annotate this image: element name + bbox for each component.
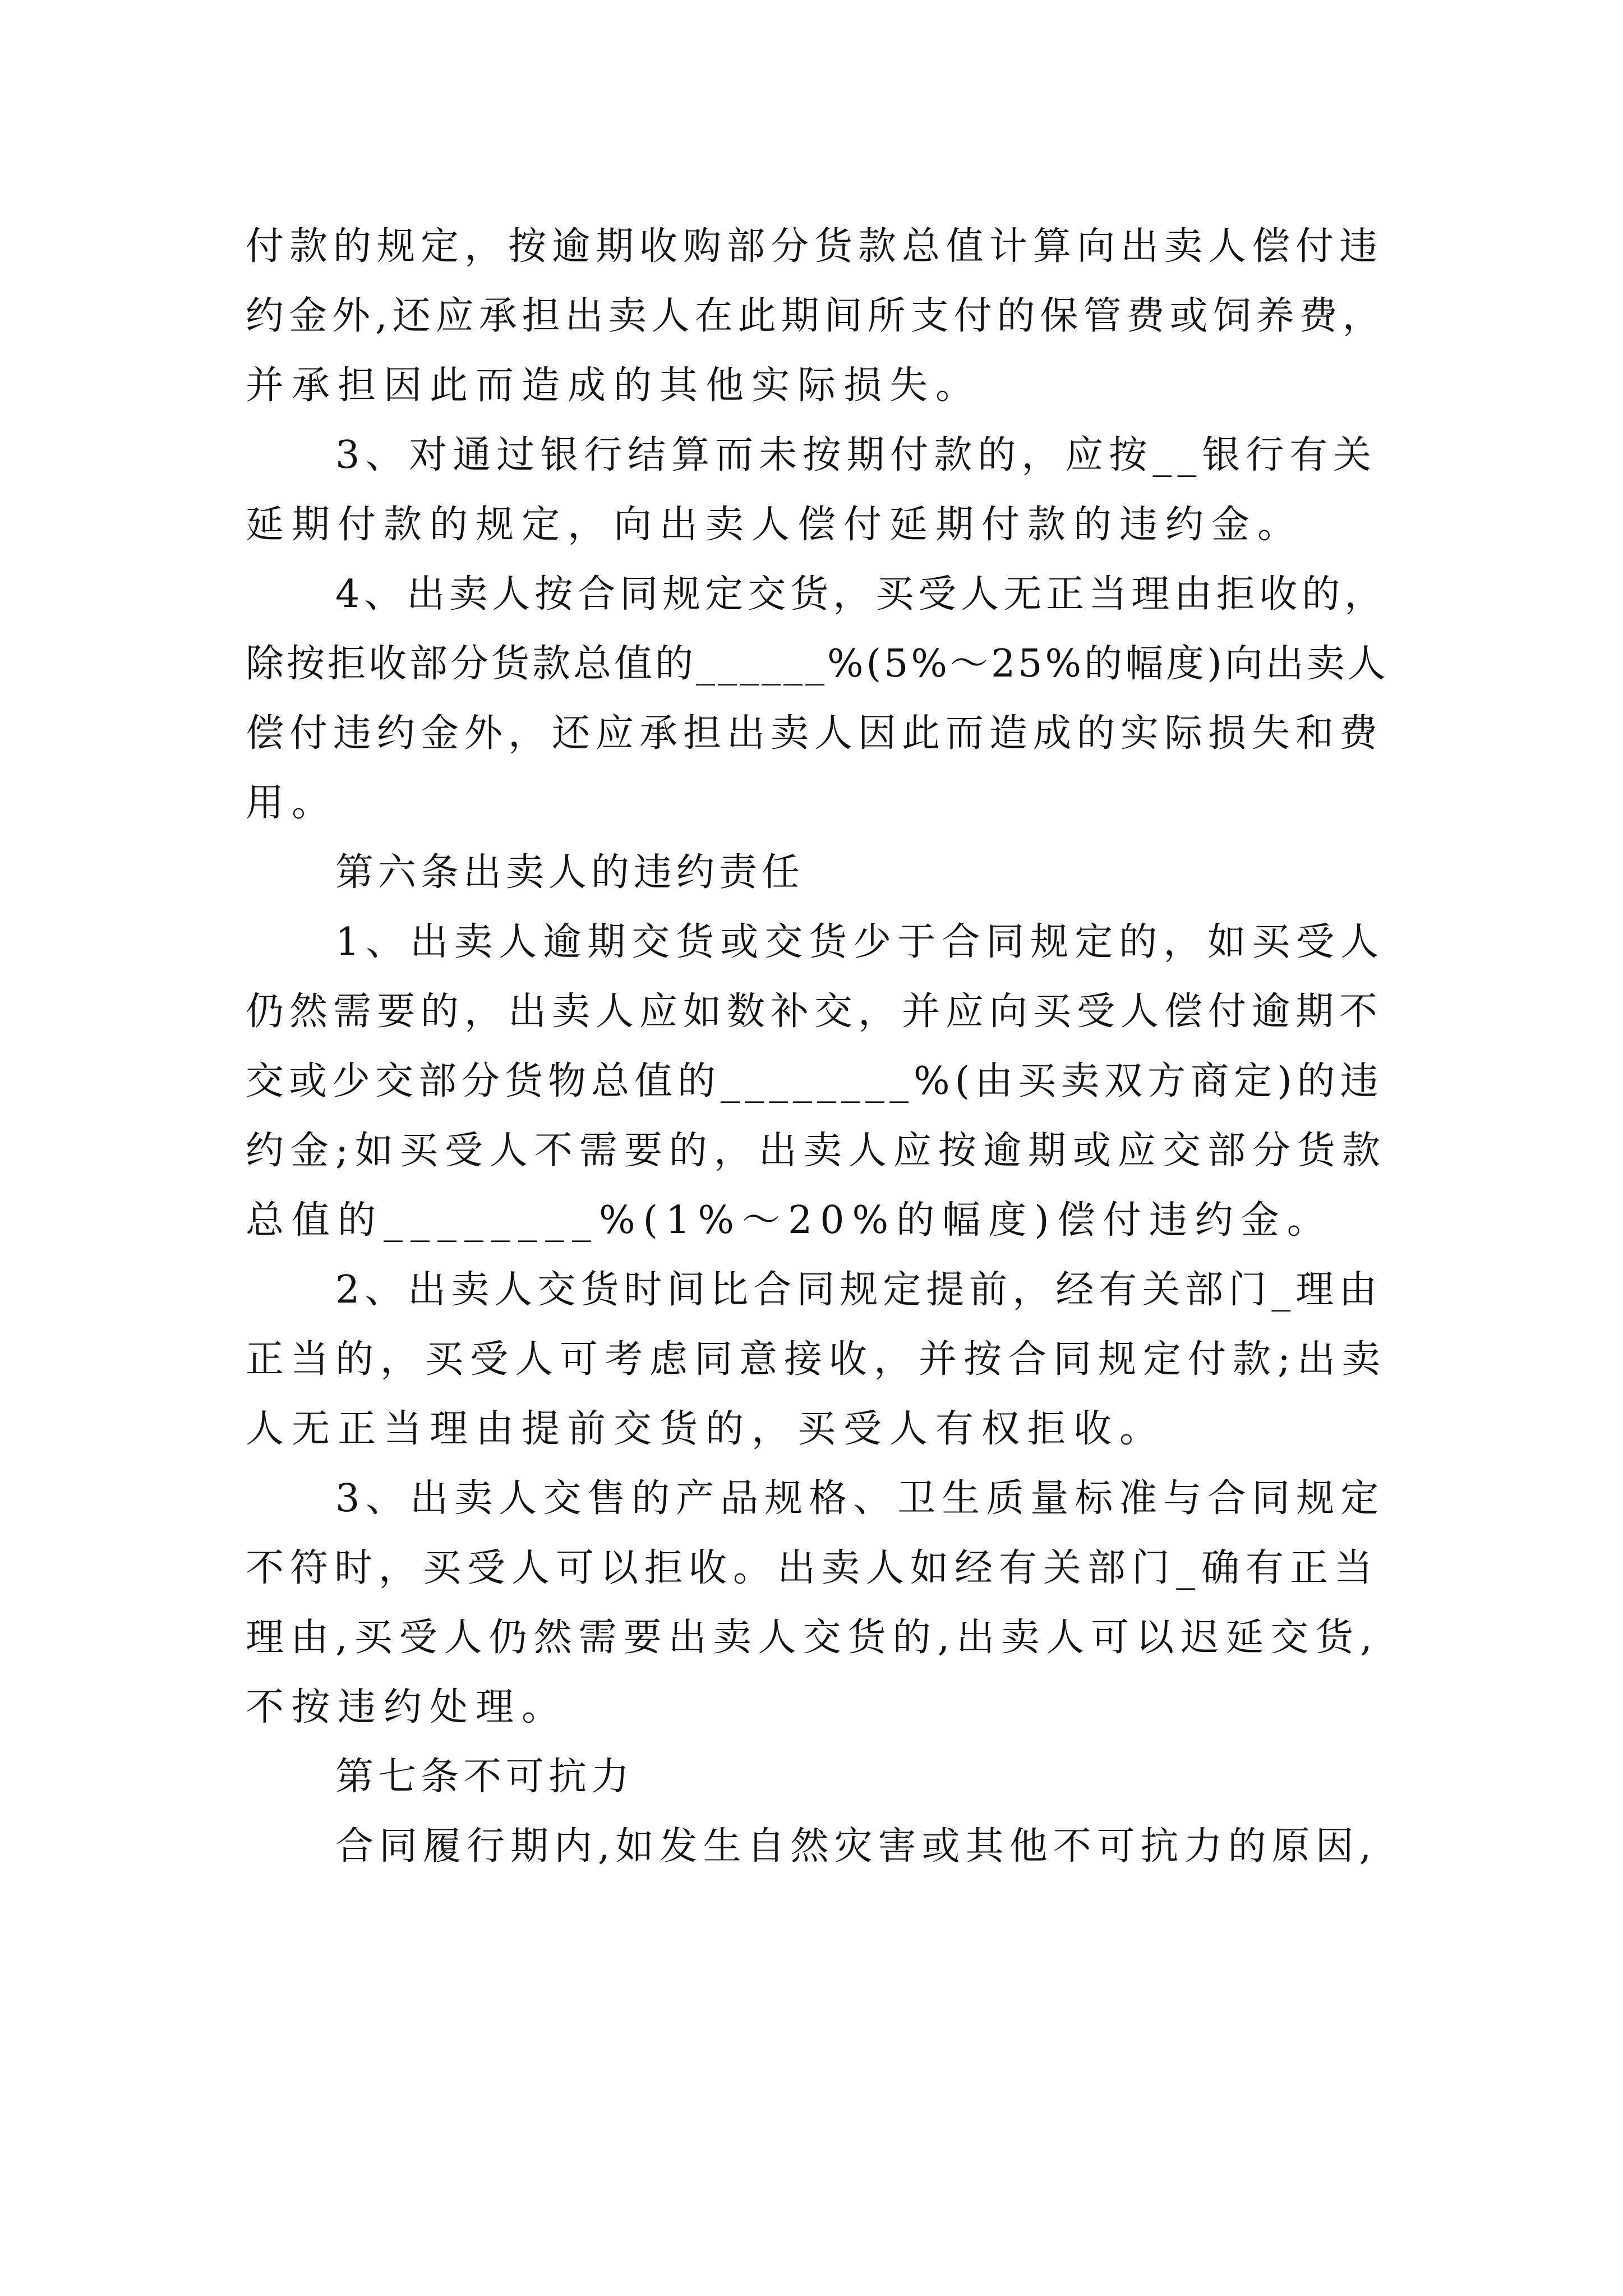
body-line: 付款的规定，按逾期收购部分货款总值计算向出卖人偿付违 [246, 224, 1384, 269]
article-7-heading: 第七条不可抗力 [335, 1755, 634, 1799]
clause-4-line: 4、出卖人按合同规定交货，买受人无正当理由拒收的， [335, 572, 1387, 616]
clause-1-line: 1、出卖人逾期交货或交货少于合同规定的，如买受人 [335, 920, 1385, 964]
body-line: 除按拒收部分货款总值的______%(5%～25%的幅度)向出卖人 [246, 642, 1389, 686]
body-line: 总值的________%(1%～20%的幅度)偿付违约金。 [246, 1198, 1333, 1243]
body-line: 不按违约处理。 [246, 1685, 568, 1729]
body-line: 理由,买受人仍然需要出卖人交货的,出卖人可以迟延交货, [246, 1616, 1379, 1660]
body-line: 约金外,还应承担出卖人在此期间所支付的保管费或饲养费， [246, 294, 1386, 338]
article-7-first-line: 合同履行期内,如发生自然灾害或其他不可抗力的原因, [335, 1824, 1377, 1869]
body-line: 用。 [246, 781, 338, 825]
body-line: 并承担因此而造成的其他实际损失。 [246, 364, 982, 408]
body-line: 人无正当理由提前交货的，买受人有权拒收。 [246, 1407, 1166, 1451]
article-6-heading: 第六条出卖人的违约责任 [335, 850, 805, 895]
body-line: 偿付违约金外，还应承担出卖人因此而造成的实际损失和费 [246, 711, 1384, 756]
document-body [246, 212, 1390, 1881]
body-line: 交或少交部分货物总值的________%(由买卖双方商定)的违 [246, 1059, 1384, 1103]
body-line: 延期付款的规定，向出卖人偿付延期付款的违约金。 [246, 503, 1304, 547]
body-line: 仍然需要的，出卖人应如数补交，并应向买受人偿付逾期不 [246, 990, 1384, 1034]
body-line: 约金;如买受人不需要的，出卖人应按逾期或应交部分货款 [246, 1129, 1387, 1173]
clause-3-line: 3、对通过银行结算而未按期付款的，应按__银行有关 [335, 433, 1377, 477]
clause-2-line: 2、出卖人交货时间比合同规定提前，经有关部门_理由 [335, 1268, 1382, 1312]
body-line: 正当的，买受人可考虑同意接收，并按合同规定付款;出卖 [246, 1337, 1387, 1382]
clause-3-line: 3、出卖人交售的产品规格、卫生质量标准与合同规定 [335, 1476, 1385, 1521]
body-line: 不符时，买受人可以拒收。出卖人如经有关部门_确有正当 [246, 1546, 1379, 1590]
